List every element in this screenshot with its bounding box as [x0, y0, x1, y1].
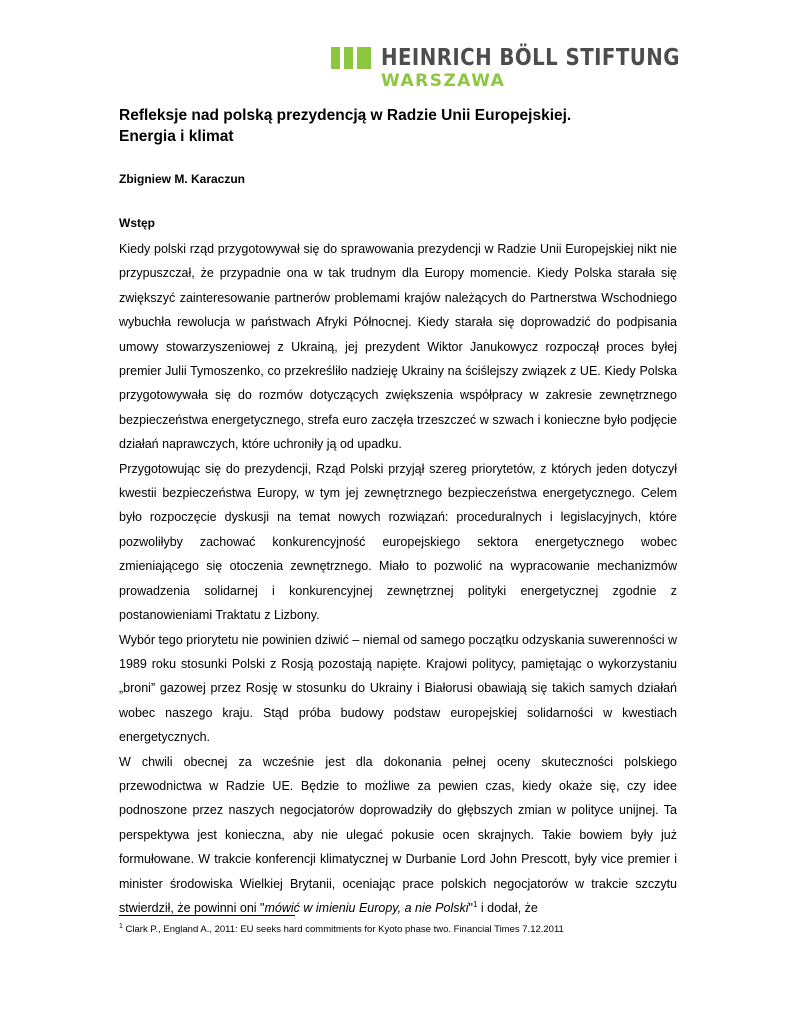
foundation-logo — [331, 43, 680, 93]
footnote — [119, 920, 679, 936]
document-body — [119, 105, 677, 920]
document-title — [119, 105, 677, 147]
footnote-text: Clark P., England A., 2011: EU seeks hard commitments for Kyoto phase two. Financial Times 7.12.2011 — [122, 924, 564, 936]
footnote-divider — [119, 915, 295, 916]
paragraph-1: Kiedy polski rząd przygotowywał się do sprawowania prezydencji w Radzie Unii Europejskiej nikt nie przypuszczał, że przypadnie ona w tak trudnym dla Europy momencie. Kiedy Polska starała się zwiększyć zainteresowanie partnerów problemami krajów należących do Partnerstwa Wschodniego wybuchła rewolucja w państwach Afryki Północnej. Kiedy starała się doprowadzić do podpisania umowy stowarzyszeniowej z Ukrainą, jej prezydent Wiktor Janukowycz rozpoczął proces byłej premier Julii Tymoszenko, co przekreśliło nadzieję Ukrainy na ściślejszy związek z UE. Kiedy Polska przygotowywała się do rozmów dotyczących zwiększenia współpracy w zakresie zewnętrznego bezpieczeństwa energetycznego, strefa euro zaczęła trzeszczeć w szwach i konieczne było podjęcie działań naprawczych, które uchroniły ją od upadku. — [119, 242, 677, 452]
logo-org-city: WARSZAWA — [381, 71, 506, 91]
paragraph-4 — [119, 750, 677, 921]
paragraph-2: Przygotowując się do prezydencji, Rząd Polski przyjął szereg priorytetów, z których jeden dotyczył kwestii bezpieczeństwa Europy, w tym jej zewnętrznego bezpieczeństwa energetycznego. Celem było rozpoczęcie dyskusji na temat nowych rozwiązań: proceduralnych i legislacyjnych, które pozwoliłyby zachować konkurencyjność europejskiego sektora energetycznego wobec zmieniającego się otoczenia zewnętrznego. Miało to pozwolić na wypracowanie mechanizmów prowadzenia solidarnej i konkurencyjnej zewnętrznej polityki energetycznej zgodnie z postanowieniami Traktatu z Lizbony. — [119, 461, 677, 623]
footnote-reference[interactable]: 1 — [472, 899, 478, 909]
quote-close: " — [468, 900, 473, 915]
paragraph-3: Wybór tego priorytetu nie powinien dziwić – niemal od samego początku odzyskania suwerenności w 1989 roku stosunki Polski z Rosją pozostają napięte. Krajowi politycy, pamiętając o wykorzystaniu „broni” gazowej przez Rosję w stosunku do Ukrainy i Białorusi obawiają się takich samych działań wobec naszego kraju. Stąd próba budowy podstaw europejskiej solidarności w kwestiach energetycznych. — [119, 632, 677, 745]
footnote-number: 1 — [119, 923, 123, 930]
paragraph-4-text: W chwili obecnej za wcześnie jest dla dokonania pełnej oceny skuteczności polskiego przewodnictwa w Radzie UE. Będzie to możliwe za pewien czas, kiedy okaże się, czy idee podnoszone przez naszych negocjatorów doprowadziły do głębszych zmian w polityce unijnej. Ta perspektywa jest konieczna, aby nie ulegać pokusie ocen skrajnych. Takie bowiem były już formułowane. W trakcie konferencji klimatycznej w Durbanie Lord John Prescott, były vice premier i minister środowiska Wielkiej Brytanii, oceniając prace polskich negocjatorów w trakcie szczytu stwierdził, że powinni oni " — [119, 754, 677, 915]
title-line-2: Energia i klimat — [119, 128, 234, 145]
section-heading: Wstęp — [119, 216, 155, 230]
logo-bars-icon — [331, 47, 373, 69]
title-line-1: Refleksje nad polską prezydencją w Radzie Unii Europejskiej. — [119, 107, 572, 124]
paragraph-4-end: i dodał, że — [477, 900, 538, 915]
author-name: Zbigniew M. Karaczun — [119, 172, 246, 186]
quote-text: mówić w imieniu Europy, a nie Polski — [264, 900, 469, 915]
body-text — [119, 237, 677, 920]
logo-org-name: HEINRICH BÖLL STIFTUNG — [381, 45, 680, 71]
